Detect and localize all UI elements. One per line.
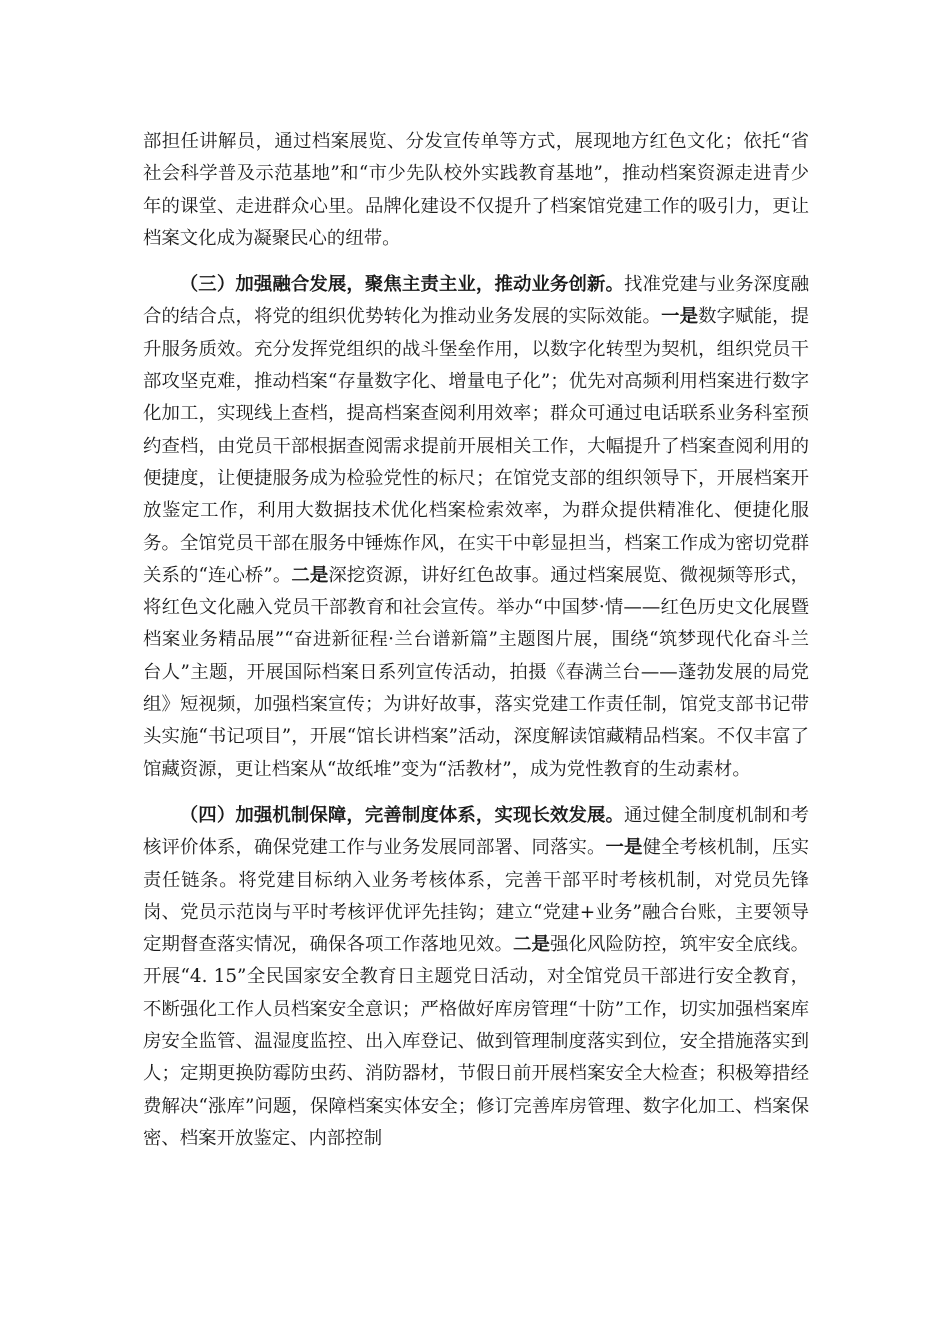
document-body: [143, 126, 809, 1155]
paragraph-text: 健全考核机制，压实责任链条。将党建目标纳入业务考核体系，完善干部平时考核机制，对党员先锋岗、党员示范岗与平时考核评优评先挂钩；建立“党建+业务”融合台账，主要领导定期督查落实情况，确保各项工作落地见效。: [143, 837, 809, 956]
point-marker: 二是: [291, 564, 329, 586]
section-heading: （四）加强机制保障，完善制度体系，实现长效发展。: [179, 804, 625, 826]
paragraph-text: 部担任讲解员，通过档案展览、分发宣传单等方式，展现地方红色文化；依托“省社会科学普及示范基地”和“市少先队校外实践教育基地”，推动档案资源走进青少年的课堂、走进群众心里。品牌化建设不仅提升了档案馆党建工作的吸引力，更让档案文化成为凝聚民心的纽带。: [143, 131, 809, 249]
paragraph-text: 找准党建与业务深度融合的结合点，将党的组织优势转化为推动业务发展的实际效能。: [143, 274, 809, 328]
section-heading: （三）加强融合发展，聚焦主责主业，推动业务创新。: [179, 274, 625, 296]
paragraph-text: 深挖资源，讲好红色故事。通过档案展览、微视频等形式，将红色文化融入党员干部教育和社会宣传。举办“中国梦·情——红色历史文化展暨档案业务精品展”“奋进新征程·兰台谱新篇”主题图片展，围绕“筑梦现代化奋斗兰台人”主题，开展国际档案日系列宣传活动，拍摄《春满兰台——蓬勃发展的局党组》短视频，加强档案宣传；为讲好故事，落实党建工作责任制，馆党支部书记带头实施“书记项目”，开展“馆长讲档案”活动，深度解读馆藏精品档案。不仅丰富了馆藏资源，更让档案从“故纸堆”变为“活教材”，成为党性教育的生动素材。: [143, 564, 809, 780]
paragraph-section-4: [143, 800, 809, 1155]
paragraph-section-3: [143, 269, 809, 786]
paragraph-text: 通过健全制度机制和考核评价体系，确保党建工作与业务发展同部署、同落实。: [143, 804, 809, 859]
point-marker: 一是: [605, 837, 643, 859]
point-marker: 一是: [661, 306, 699, 328]
paragraph-1: [143, 126, 809, 255]
paragraph-text: 强化风险防控，筑牢安全底线。开展“4. 15”全民国家安全教育日主题党日活动，对全馆党员干部进行安全教育，不断强化工作人员档案安全意识；严格做好库房管理“十防”工作，切实加强档案库房安全监管、温湿度监控、出入库登记、做到管理制度落实到位，安全措施落实到人；定期更换防霉防虫药、消防器材，节假日前开展档案安全大检查；积极筹措经费解决“涨库”问题，保障档案实体安全；修订完善库房管理、数字化加工、档案保密、档案开放鉴定、内部控制: [143, 934, 809, 1149]
point-marker: 二是: [513, 934, 551, 956]
paragraph-text: 数字赋能，提升服务质效。充分发挥党组织的战斗堡垒作用，以数字化转型为契机，组织党员干部攻坚克难，推动档案“存量数字化、增量电子化”；优先对高频利用档案进行数字化加工，实现线上查档，提高档案查阅利用效率；群众可通过电话联系业务科室预约查档，由党员干部根据查阅需求提前开展相关工作，大幅提升了档案查阅利用的便捷度，让便捷服务成为检验党性的标尺；在馆党支部的组织领导下，开展档案开放鉴定工作，利用大数据技术优化档案检索效率，为群众提供精准化、便捷化服务。全馆党员干部在服务中锤炼作风，在实干中彰显担当，档案工作成为密切党群关系的“连心桥”。: [143, 306, 809, 586]
